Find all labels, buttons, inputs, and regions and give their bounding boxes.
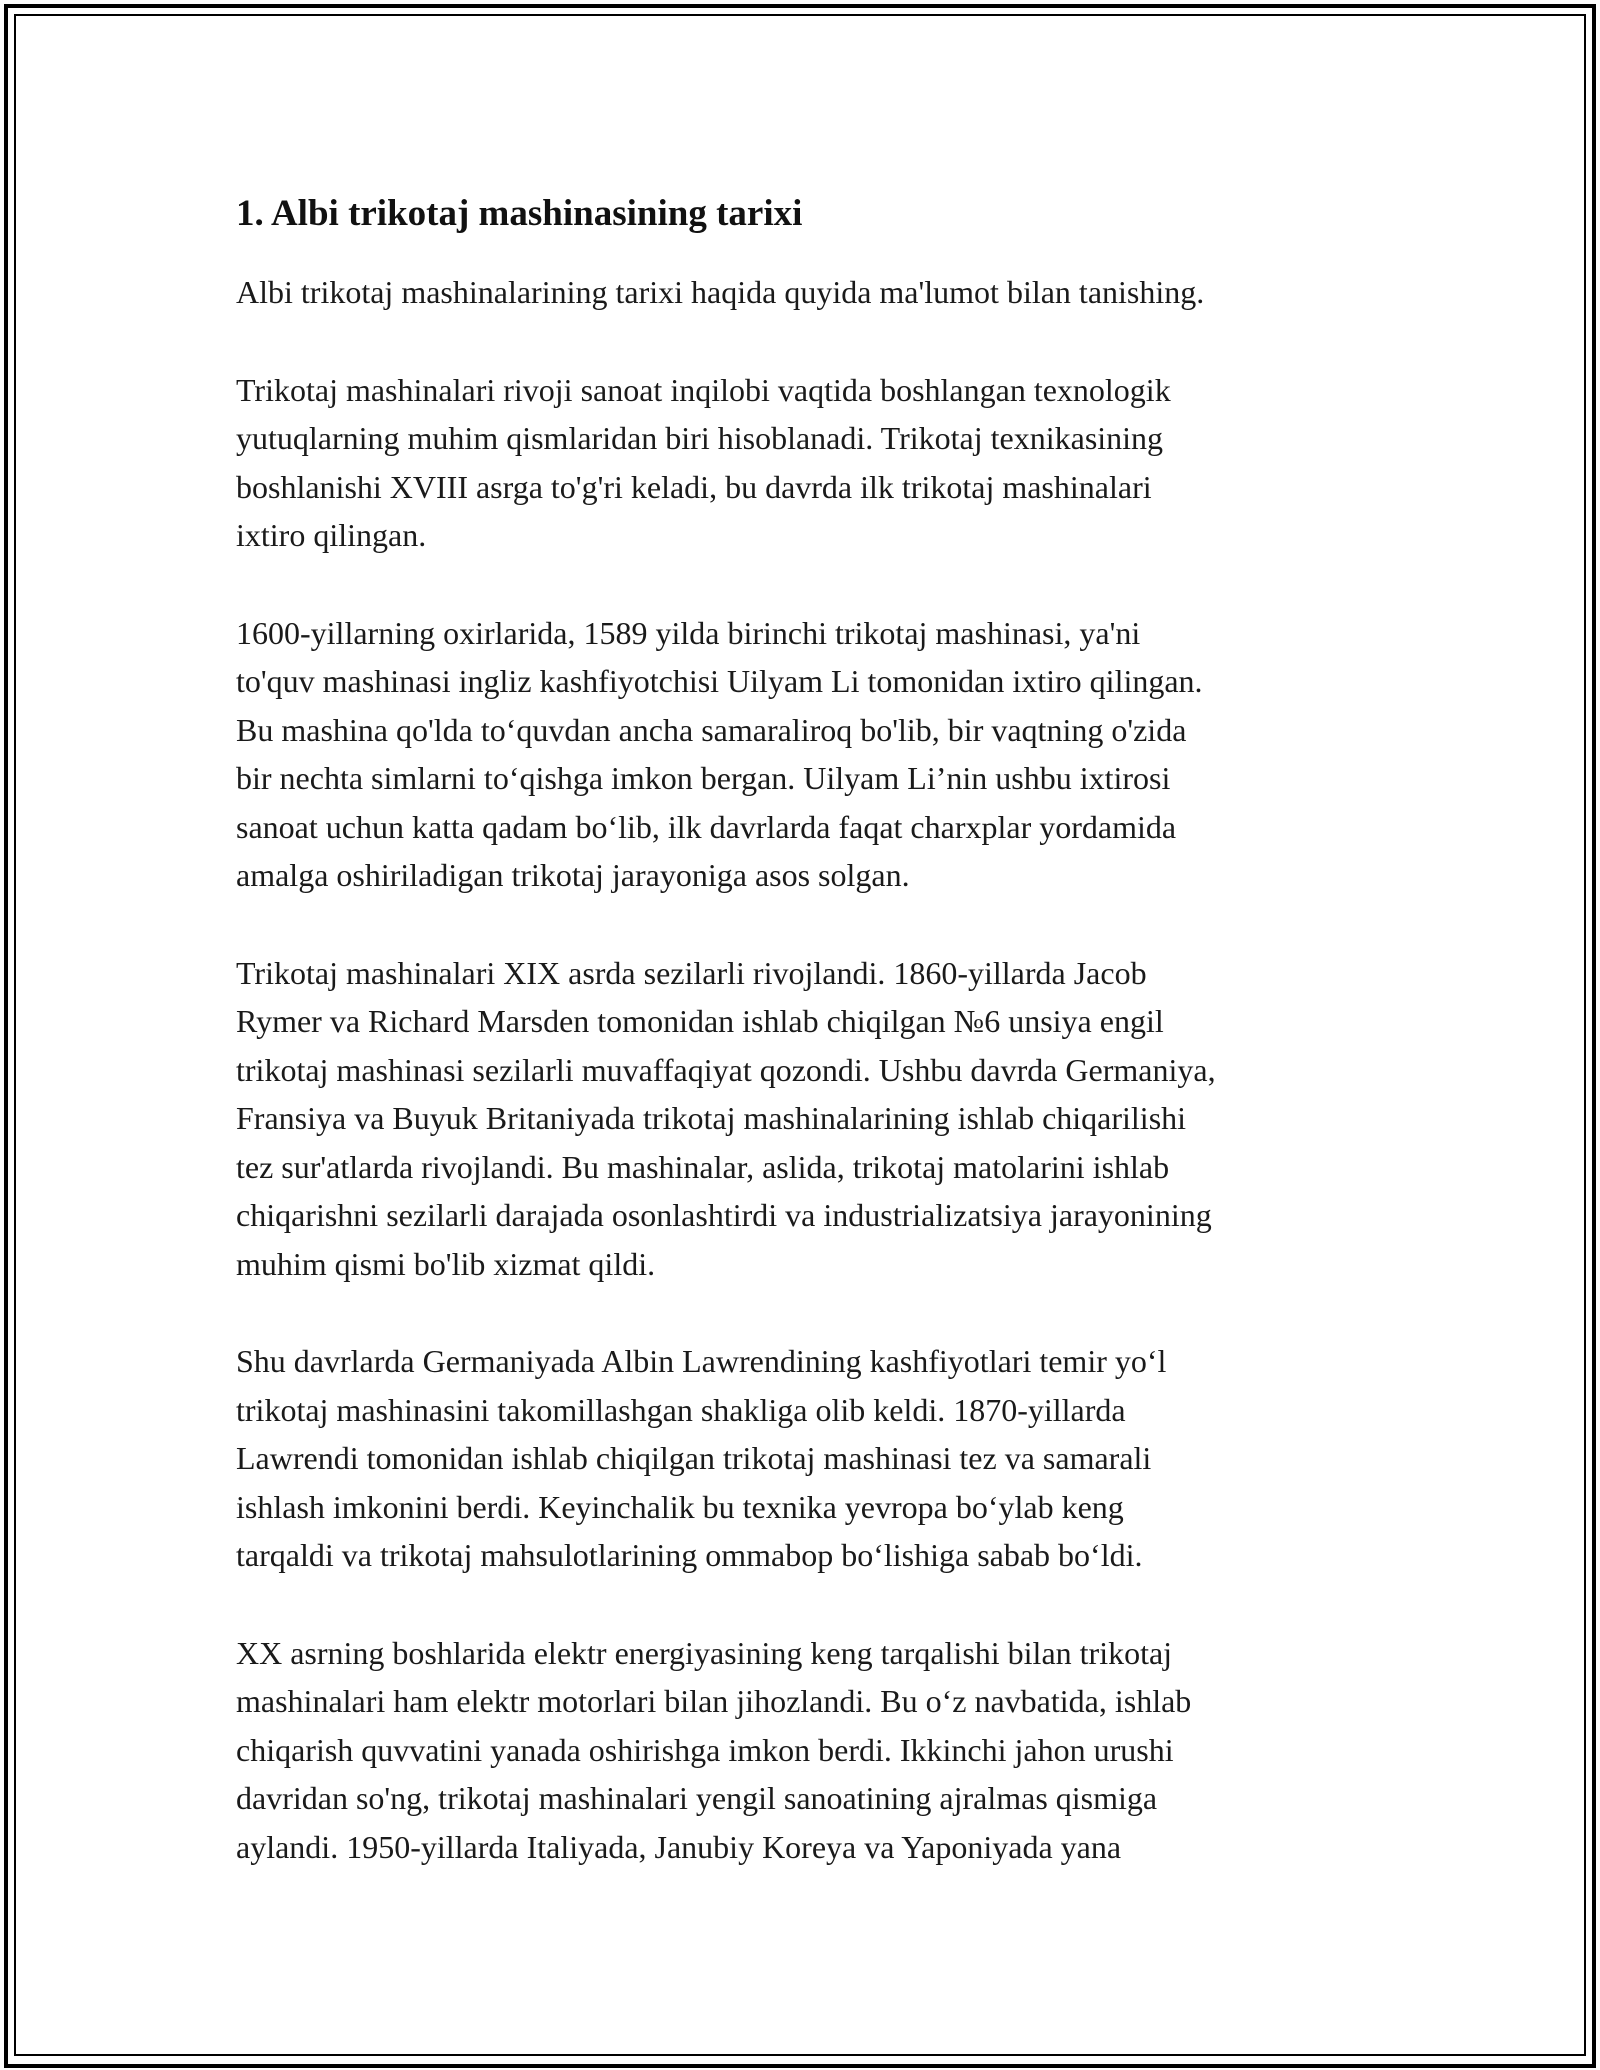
text-line: chiqarish quvvatini yanada oshirishga imkon berdi. Ikkinchi jahon urushi xyxy=(236,1731,1174,1768)
text-line: ishlash imkonini berdi. Keyinchalik bu texnika yevropa boʻylab keng xyxy=(236,1488,1124,1525)
text-line: trikotaj mashinasini takomillashgan shakliga olib keldi. 1870-yillarda xyxy=(236,1391,1126,1428)
text-line: Shu davrlarda Germaniyada Albin Lawrendining kashfiyotlari temir yoʻl xyxy=(236,1343,1167,1379)
text-line: mashinalari ham elektr motorlari bilan jihozlandi. Bu oʻz navbatida, ishlab xyxy=(236,1683,1192,1719)
text-line: amalga oshiriladigan trikotaj jarayoniga asos solgan. xyxy=(236,857,910,893)
section-heading: 1. Albi trikotaj mashinasining tarixi xyxy=(236,193,803,234)
text-line: Trikotaj mashinalari rivoji sanoat inqilobi vaqtida boshlangan texnologik xyxy=(236,371,1171,408)
text-line: ixtiro qilingan. xyxy=(236,517,427,553)
text-line: tez sur'atlarda rivojlandi. Bu mashinalar, aslida, trikotaj matolarini ishlab xyxy=(236,1148,1170,1185)
text-line: Albi trikotaj mashinalarining tarixi haqida quyida ma'lumot bilan tanishing. xyxy=(236,274,1205,310)
text-line: davridan so'ng, trikotaj mashinalari yengil sanoatining ajralmas qismiga xyxy=(236,1780,1158,1816)
text-line: boshlanishi XVIII asrga to'g'ri keladi, bu davrda ilk trikotaj mashinalari xyxy=(236,468,1152,505)
paragraph-first-machine xyxy=(236,609,1376,900)
text-line: Rymer va Richard Marsden tomonidan ishlab chiqilgan №6 unsiya engil xyxy=(236,1003,1164,1039)
text-line: tarqaldi va trikotaj mahsulotlarining ommabop boʻlishiga sabab boʻldi. xyxy=(236,1537,1143,1573)
paragraph-germany xyxy=(236,1337,1376,1580)
text-line: sanoat uchun katta qadam boʻlib, ilk davrlarda faqat charxplar yordamida xyxy=(236,808,1177,845)
text-line: Lawrendi tomonidan ishlab chiqilgan trikotaj mashinasi tez va samarali xyxy=(236,1440,1152,1476)
text-line: aylandi. 1950-yillarda Italiyada, Janubiy Koreya va Yaponiyada yana xyxy=(236,1828,1122,1865)
text-line: XX asrning boshlarida elektr energiyasining keng tarqalishi bilan trikotaj xyxy=(236,1634,1173,1671)
paragraph-origins xyxy=(236,366,1376,560)
text-line: to'quv mashinasi ingliz kashfiyotchisi Uilyam Li tomonidan ixtiro qilingan. xyxy=(236,663,1203,699)
text-line: 1600-yillarning oxirlarida, 1589 yilda birinchi trikotaj mashinasi, ya'ni xyxy=(236,614,1141,651)
text-line: Bu mashina qo'lda toʻquvdan ancha samaraliroq bo'lib, bir vaqtning o'zida xyxy=(236,711,1187,748)
text-line: yutuqlarning muhim qismlaridan biri hisoblanadi. Trikotaj texnikasining xyxy=(236,420,1164,456)
text-line: trikotaj mashinasi sezilarli muvaffaqiyat qozondi. Ushbu davrda Germaniya, xyxy=(236,1051,1216,1088)
paragraph-19th-century xyxy=(236,949,1376,1289)
paragraph-20th-century xyxy=(236,1629,1376,1872)
document-body xyxy=(236,188,1376,1920)
text-line: chiqarishni sezilarli darajada osonlashtirdi va industrializatsiya jarayonining xyxy=(236,1197,1212,1233)
text-line: bir nechta simlarni toʻqishga imkon bergan. Uilyam Li’nin ushbu ixtirosi xyxy=(236,760,1171,796)
paragraph-intro xyxy=(236,268,1376,317)
text-line: Trikotaj mashinalari XIX asrda sezilarli rivojlandi. 1860-yillarda Jacob xyxy=(236,954,1147,991)
text-line: muhim qismi bo'lib xizmat qildi. xyxy=(236,1245,656,1282)
text-line: Fransiya va Buyuk Britaniyada trikotaj mashinalarining ishlab chiqarilishi xyxy=(236,1100,1187,1136)
